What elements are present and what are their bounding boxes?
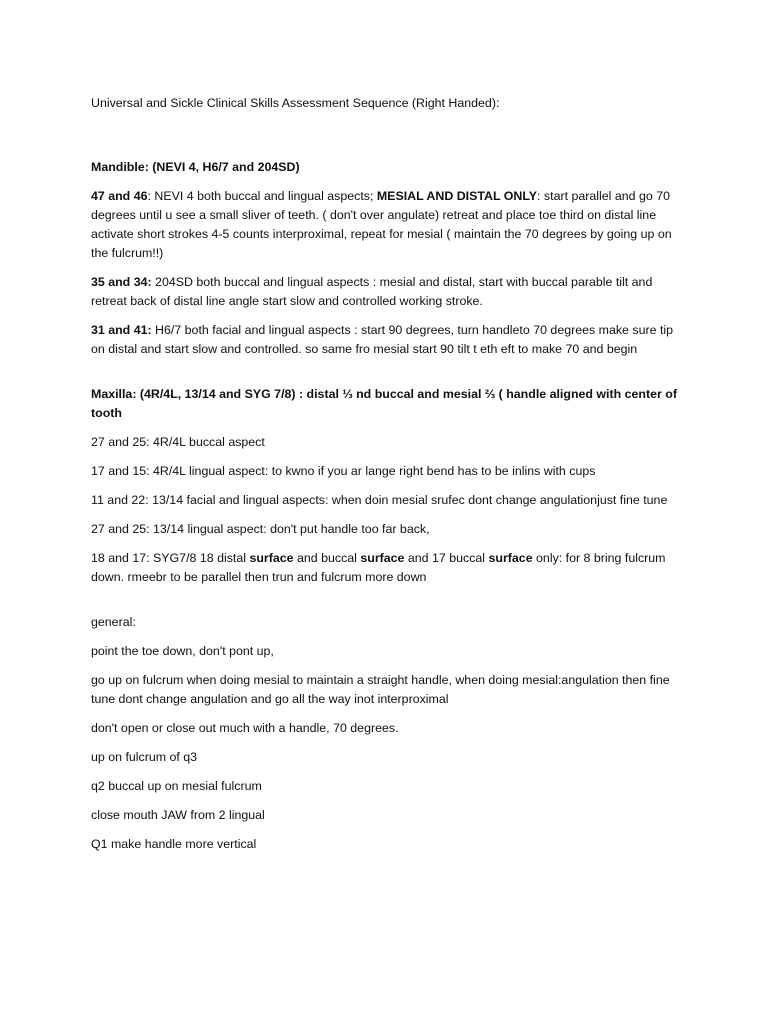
item-emphasis: surface (488, 551, 533, 565)
maxilla-heading: Maxilla: (4R/4L, 13/14 and SYG 7/8) : distal ⅓ nd buccal and mesial ⅔ ( handle aligned with center of tooth (91, 387, 677, 420)
mandible-item-35-34 (91, 273, 680, 311)
general-heading: general: (91, 615, 136, 629)
item-text: H6/7 both facial and lingual aspects : start 90 degrees, turn handleto 70 degrees make sure tip on distal and start slow and controlled. so same fro mesial start 90 tilt t eth eft to make 70 and begin (91, 323, 674, 356)
mandible-item-31-41 (91, 321, 680, 359)
item-label: 31 and 41: (91, 323, 152, 337)
item-label: 47 and 46 (91, 189, 148, 203)
maxilla-item: 17 and 15: 4R/4L lingual aspect: to kwno if you ar lange right bend has to be inlins with cups (91, 464, 596, 478)
item-label: 35 and 34: (91, 275, 152, 289)
item-emphasis: surface (249, 551, 294, 565)
item-text: 18 and 17: SYG7/8 18 distal (91, 551, 250, 565)
item-text: : start parallel and go 70 degrees until u see a small sliver of teeth. ( don't over angulate) retreat and place toe third on distal line activate short strokes 4-5 counts interproximal, repeat for mesial ( maintain the 70 degrees by going up on the fulcrum!!) (91, 189, 672, 260)
item-text: 204SD both buccal and lingual aspects : mesial and distal, start with buccal parable tilt and retreat back of distal line angle start slow and controlled working stroke. (91, 275, 653, 308)
general-item: Q1 make handle more vertical (91, 837, 257, 851)
mandible-heading: Mandible: (NEVI 4, H6/7 and 204SD) (91, 160, 300, 174)
maxilla-item: 27 and 25: 4R/4L buccal aspect (91, 435, 265, 449)
maxilla-item: 11 and 22: 13/14 facial and lingual aspects: when doin mesial srufec dont change angulationjust fine tune (91, 493, 668, 507)
mandible-item-47-46 (91, 187, 680, 263)
item-emphasis: MESIAL AND DISTAL ONLY (376, 189, 538, 203)
general-item: go up on fulcrum when doing mesial to maintain a straight handle, when doing mesial:angulation then fine tune dont change angulation and go all the way inot interproximal (91, 673, 670, 706)
item-text: and buccal (293, 551, 361, 565)
general-item: up on fulcrum of q3 (91, 750, 198, 764)
general-item: close mouth JAW from 2 lingual (91, 808, 265, 822)
document-title: Universal and Sickle Clinical Skills Assessment Sequence (Right Handed): (91, 96, 500, 110)
item-text: and 17 buccal (404, 551, 489, 565)
general-item: don't open or close out much with a handle, 70 degrees. (91, 721, 399, 735)
general-item: point the toe down, don't pont up, (91, 644, 274, 658)
general-item: q2 buccal up on mesial fulcrum (91, 779, 262, 793)
maxilla-item-18-17 (91, 549, 680, 587)
maxilla-item: 27 and 25: 13/14 lingual aspect: don't put handle too far back, (91, 522, 430, 536)
item-text: only: for 8 bring fulcrum down. rmeebr to be parallel then trun and fulcrum more down (91, 551, 666, 584)
item-emphasis: surface (360, 551, 405, 565)
item-text: : NEVI 4 both buccal and lingual aspects; (147, 189, 377, 203)
